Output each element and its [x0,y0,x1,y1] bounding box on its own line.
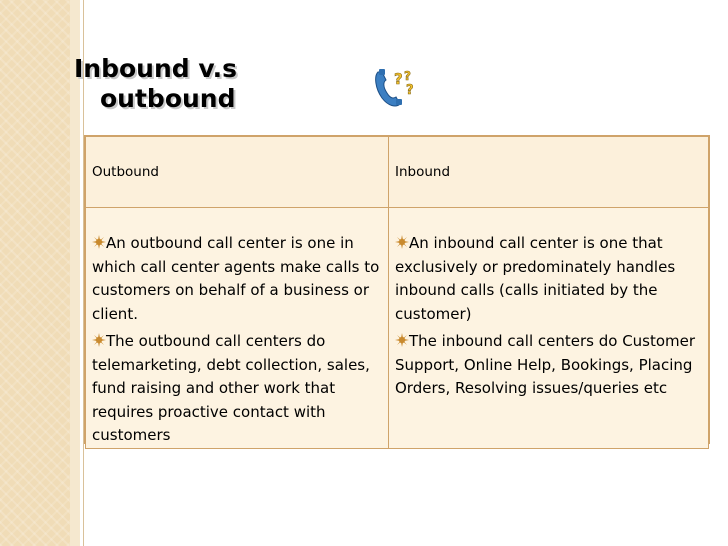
sunburst-bullet-icon [92,233,106,247]
outbound-cell [86,208,389,449]
outbound-point-2 [92,330,382,448]
svg-text:?: ? [406,83,414,98]
slide-title-line-2: outbound [100,84,236,113]
header-outbound: Outbound [86,137,389,208]
svg-text:?: ? [394,70,403,88]
slide-title-line-1: Inbound v.s [74,54,238,83]
slide-title [74,54,237,114]
outbound-point-1-text: An outbound call center is one in which call center agents make calls to customers on behalf of a business or client. [92,234,380,323]
inbound-point-2 [395,330,702,401]
decorative-side-band [0,0,80,546]
table-header-row [86,137,709,208]
sunburst-bullet-icon [395,233,409,247]
table-row [86,208,709,449]
inbound-point-2-text: The inbound call centers do Customer Support, Online Help, Bookings, Placing Orders, Resolving issues/queries etc [395,332,696,397]
inbound-point-1-text: An inbound call center is one that exclusively or predominately handles inbound calls (calls initiated by the customer) [395,234,676,323]
svg-text:?: ? [404,69,411,83]
phone-with-question-marks-icon [372,66,418,108]
outbound-point-2-text: The outbound call centers do telemarketing, debt collection, sales, fund raising and other work that requires proactive contact with customers [92,332,370,444]
outbound-point-1 [92,232,382,326]
inbound-cell [389,208,709,449]
header-inbound: Inbound [389,137,709,208]
comparison-table-grid [85,136,709,449]
sunburst-bullet-icon [92,331,106,345]
comparison-table [84,135,710,444]
inbound-point-1 [395,232,702,326]
sunburst-bullet-icon [395,331,409,345]
